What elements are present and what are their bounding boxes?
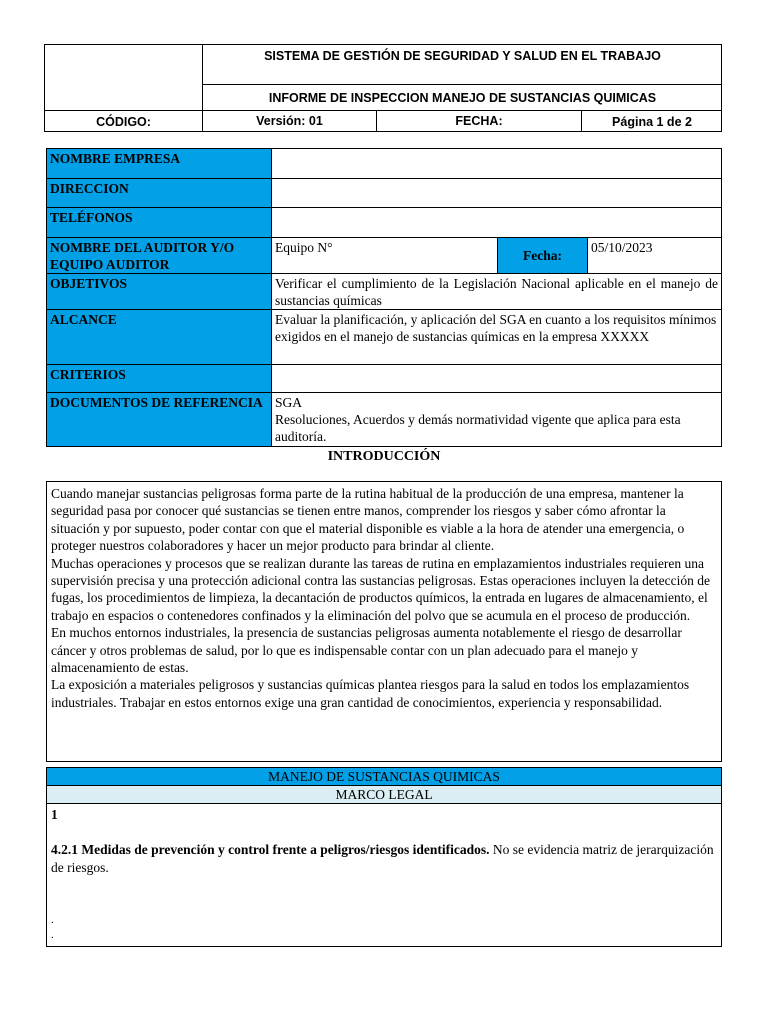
legal-item-box (46, 804, 722, 947)
fecha-label: Fecha: (497, 237, 588, 274)
address-label: DIRECCION (46, 178, 272, 208)
intro-paragraph-3: En muchos entornos industriales, la presencia de sustancias peligrosas aumenta notablemente el riesgo de desarrollar cáncer y otros problemas de salud, por lo que es indispensable contar con un plan adecuado para el manejo y almacenamiento de estas. (51, 625, 682, 676)
team-value: Equipo N° (271, 237, 498, 274)
auditor-label: NOMBRE DEL AUDITOR Y/O EQUIPO AUDITOR (46, 237, 272, 274)
date-label: FECHA: (455, 113, 503, 128)
item-heading: 4.2.1 Medidas de prevención y control frente a peligros/riesgos identificados. (51, 842, 490, 858)
document-header (44, 44, 722, 132)
docs-line-1: SGA (275, 395, 303, 410)
item-text: No se evidencia matriz de jerarquización de riesgos. (51, 842, 714, 875)
phones-value (271, 207, 722, 238)
intro-paragraph-4: La exposición a materiales peligrosos y sustancias químicas plantea riesgos para la salud en todos los emplazamientos industriales. Trabajar en estos entornos exige una gran cantidad de conocimientos, experiencia y responsabilidad. (51, 677, 690, 710)
code-label: CÓDIGO: (96, 114, 151, 129)
criteria-value (271, 364, 722, 393)
objectives-value: Verificar el cumplimiento de la Legislación Nacional aplicable en el manejo de sustancias químicas (271, 273, 722, 310)
dot-line-2: . (51, 929, 54, 942)
criteria-label: CRITERIOS (46, 364, 272, 393)
system-title: SISTEMA DE GESTIÓN DE SEGURIDAD Y SALUD EN EL TRABAJO (264, 49, 661, 63)
intro-paragraph-1: Cuando manejar sustancias peligrosas forma parte de la rutina habitual de la producción de una empresa, mantener la seguridad pasa por conocer qué sustancias se tienen entre manos, comprender los riesgos y saber cómo afrontar la situación y por supuesto, poder contar con que el material disponible es viable a la hora de atender una emergencia, o proteger nuestros colaboradores y hacer un mejor producto para brindar al cliente. (51, 486, 685, 554)
legal-item (51, 841, 717, 876)
section-title: MANEJO DE SUSTANCIAS QUIMICAS (46, 767, 722, 786)
scope-value: Evaluar la planificación, y aplicación del SGA en cuanto a los requisitos mínimos exigidos en el manejo de sustancias químicas en la empresa XXXXX (271, 309, 722, 365)
intro-box (46, 481, 722, 762)
objectives-label: OBJETIVOS (46, 273, 272, 310)
report-title: INFORME DE INSPECCION MANEJO DE SUSTANCIAS QUIMICAS (268, 90, 657, 105)
company-value (271, 148, 722, 179)
docs-label: DOCUMENTOS DE REFERENCIA (46, 392, 272, 447)
company-label: NOMBRE EMPRESA (46, 148, 272, 179)
phones-label: TELÉFONOS (46, 207, 272, 238)
page-number: Página 1 de 2 (612, 114, 692, 129)
scope-label: ALCANCE (46, 309, 272, 365)
intro-title: INTRODUCCIÓN (327, 449, 441, 464)
dot-line-1: . (51, 914, 54, 927)
intro-paragraph-2: Muchas operaciones y procesos que se realizan durante las tareas de rutina en emplazamientos industriales requieren una supervisión precisa y una protección adicional contra las sustancias peligrosas. Estas operaciones incluyen la detección de fugas, los procedimientos de limpieza, la decantación de productos químicos, la entrada en lugares de almacenamiento, el trabajo en espacios o contenedores confinados y la eliminación del polvo que se acumula en el proceso de producción. (51, 555, 711, 623)
item-number: 1 (51, 807, 58, 822)
version-label: Versión: 01 (256, 113, 323, 128)
docs-value (271, 392, 722, 447)
section-subtitle: MARCO LEGAL (46, 785, 722, 804)
logo-area (45, 45, 202, 110)
address-value (271, 178, 722, 208)
fecha-value: 05/10/2023 (587, 237, 722, 274)
docs-line-2: Resoluciones, Acuerdos y demás normatividad vigente que aplica para esta auditoría. (275, 412, 681, 444)
